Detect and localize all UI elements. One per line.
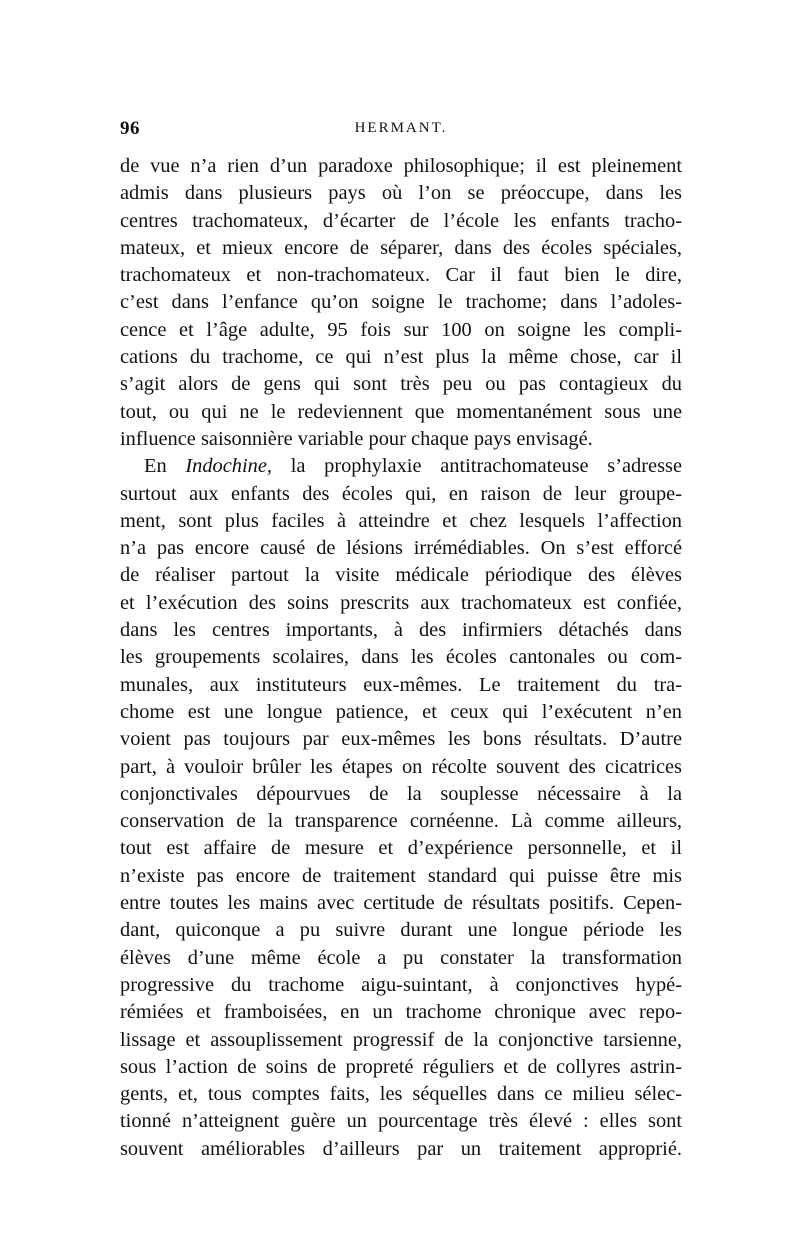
text-line: sous l’action de soins de propreté réguliers et de collyres astrin- — [120, 1055, 682, 1078]
text-line: et l’exécution des soins prescrits aux trachomateux est confiée, — [120, 591, 682, 614]
paragraph-opening-line — [120, 453, 682, 480]
text-run: la prophylaxie antitrachomateuse s’adresse — [272, 455, 682, 478]
text-line: trachomateux et non-trachomateux. Car il faut bien le dire, — [120, 264, 682, 287]
text-line: influence saisonnière variable pour chaque pays envisagé. — [120, 427, 593, 450]
text-line: s’agit alors de gens qui sont très peu ou pas contagieux du — [120, 373, 682, 396]
text-line: les groupements scolaires, dans les écoles cantonales ou com- — [120, 646, 682, 669]
text-line: c’est dans l’enfance qu’on soigne le trachome; dans l’adoles- — [120, 291, 682, 314]
text-line: gents, et, tous comptes faits, les séquelles dans ce milieu sélec- — [120, 1083, 682, 1106]
text-line: mateux, et mieux encore de séparer, dans des écoles spéciales, — [120, 236, 682, 259]
text-line: conjonctivales dépourvues de la souplesse nécessaire à la — [120, 782, 682, 805]
body-text — [120, 153, 682, 1163]
text-line: tout est affaire de mesure et d’expérience personnelle, et il — [120, 837, 682, 860]
text-line: dans les centres importants, à des infirmiers détachés dans — [120, 619, 682, 642]
running-title: HERMANT. — [354, 120, 448, 136]
text-line: tionné n’atteignent guère un pourcentage très élevé : elles sont — [120, 1110, 682, 1133]
text-line: élèves d’une même école a pu constater la transformation — [120, 946, 682, 969]
text-line: conservation de la transparence cornéenne. Là comme ailleurs, — [120, 810, 682, 833]
text-line: cations du trachome, ce qui n’est plus la même chose, car il — [120, 346, 682, 369]
text-line: progressive du trachome aigu-suintant, à conjonctives hypé- — [120, 973, 682, 996]
text-line: munales, aux instituteurs eux-mêmes. Le traitement du tra- — [120, 673, 682, 696]
text-line: entre toutes les mains avec certitude de résultats positifs. Cepen- — [120, 892, 682, 915]
text-run: En — [144, 455, 186, 478]
text-line: surtout aux enfants des écoles qui, en raison de leur groupe- — [120, 482, 682, 505]
text-line: dant, quiconque a pu suivre durant une longue période les — [120, 919, 682, 942]
text-line: rémiées et framboisées, en un trachome chronique avec repo- — [120, 1001, 682, 1024]
running-head — [120, 118, 682, 142]
text-line: voient pas toujours par eux-mêmes les bons résultats. D’autre — [120, 728, 682, 751]
text-line: cence et l’âge adulte, 95 fois sur 100 on soigne les compli- — [120, 318, 682, 341]
text-line: de réaliser partout la visite médicale périodique des élèves — [120, 564, 682, 587]
page-number: 96 — [120, 118, 140, 139]
text-line: lissage et assouplissement progressif de la conjonctive tarsienne, — [120, 1028, 682, 1051]
text-line: n’a pas encore causé de lésions irrémédiables. On s’est efforcé — [120, 537, 682, 560]
text-line: tout, ou qui ne le redeviennent que momentanément sous une — [120, 400, 682, 423]
text-line: ment, sont plus faciles à atteindre et chez lesquels l’affection — [120, 509, 682, 532]
text-line: admis dans plusieurs pays où l’on se préoccupe, dans les — [120, 182, 682, 205]
text-line: chome est une longue patience, et ceux qui l’exécutent n’en — [120, 700, 682, 723]
text-line: n’existe pas encore de traitement standard qui puisse être mis — [120, 864, 682, 887]
text-line: de vue n’a rien d’un paradoxe philosophique; il est pleinement — [120, 155, 682, 177]
text-line: souvent améliorables d’ailleurs par un traitement approprié. — [120, 1137, 682, 1160]
text-line: centres trachomateux, d’écarter de l’école les enfants tracho- — [120, 209, 682, 232]
italic-place-name: Indochine, — [185, 455, 272, 478]
text-line: part, à vouloir brûler les étapes on récolte souvent des cicatrices — [120, 755, 682, 778]
